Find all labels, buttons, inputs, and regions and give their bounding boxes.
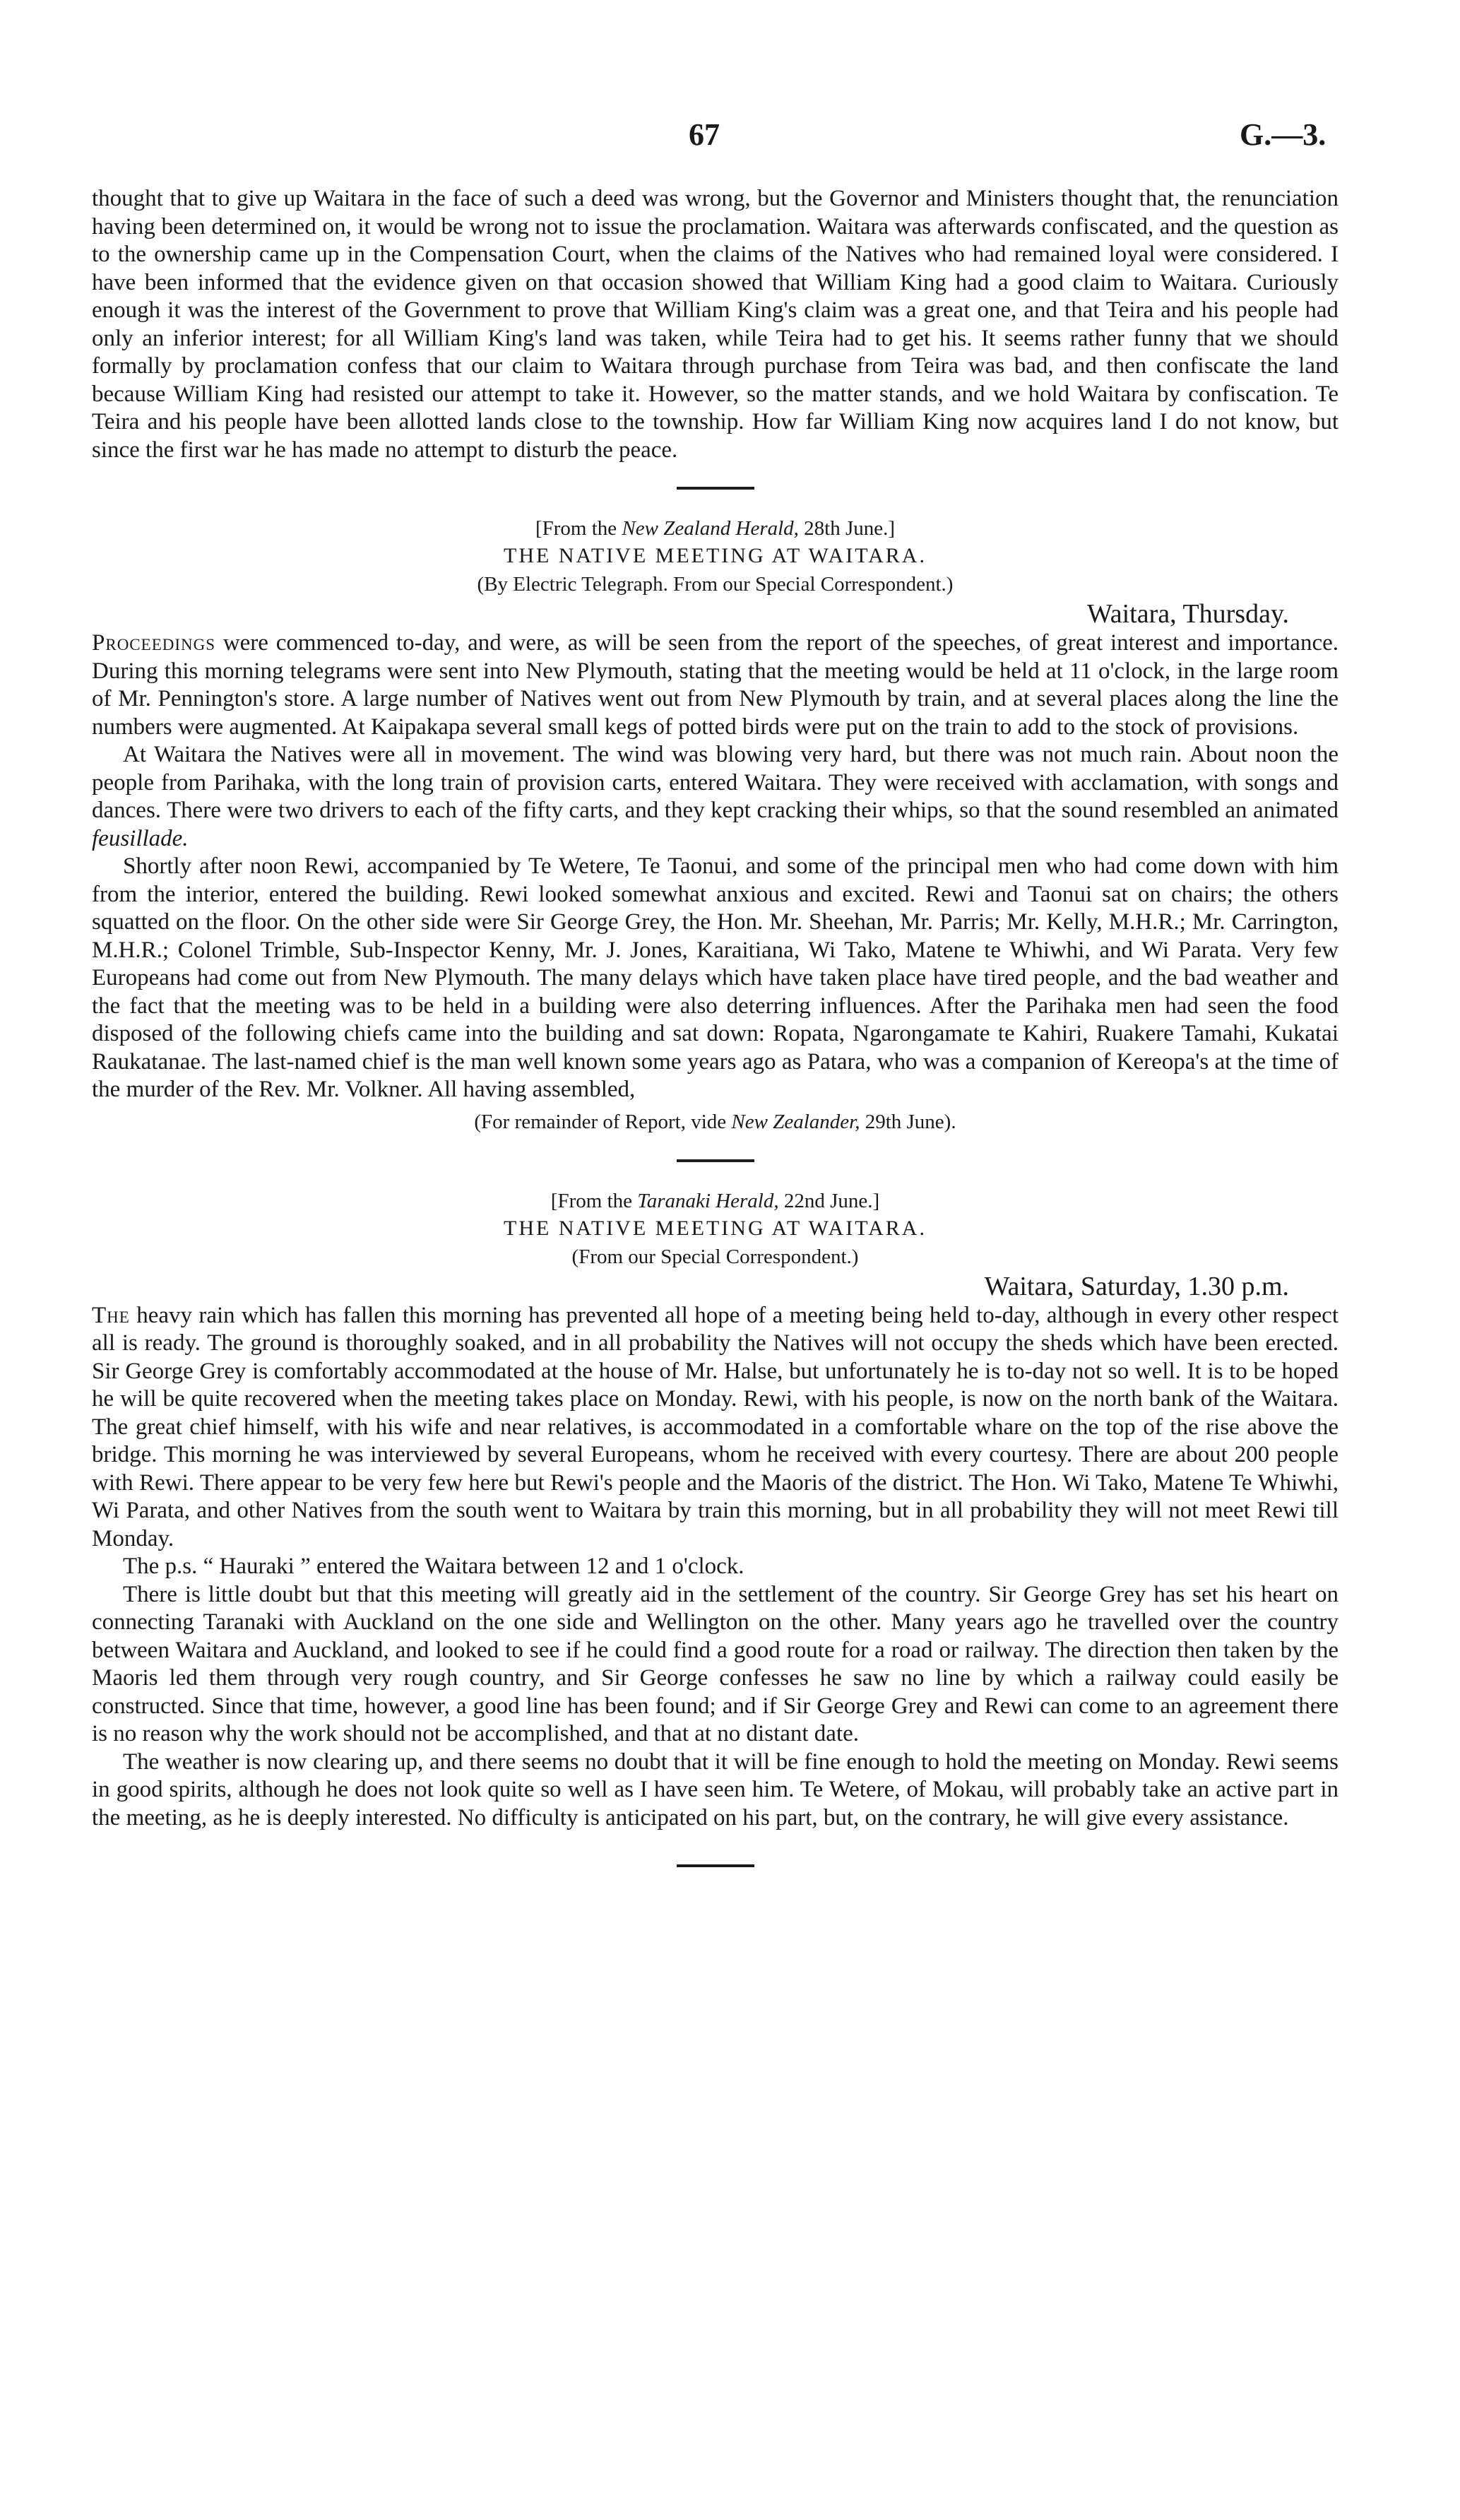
paragraph xyxy=(92,1302,1339,1554)
paragraph-text: At Waitara the Natives were all in movement. The wind was blowing very hard, but there was not much rain. About noon the people from Parihaka, with the long train of provision carts, entered Waitara. They were received with acclamation, with songs and dances. There were two drivers to each of the fifty carts, and they kept cracking their whips, so that the sound resembled an animated xyxy=(92,742,1339,823)
paragraph: The p.s. “ Hauraki ” entered the Waitara between 12 and 1 o'clock. xyxy=(123,1554,744,1579)
paragraph-lead: The xyxy=(92,1302,130,1328)
paragraph: The weather is now clearing up, and there seems no doubt that it will be fine enough to hold the meeting on Monday. Rewi seems in good spirits, although he does not look quite so well as I have seen him. Te Wetere, of Mokau, will probably take an active part in the meeting, as he is deeply interested. No difficulty is anticipated on his part, but, on the contrary, he will give every assistance. xyxy=(92,1749,1339,1830)
source-prefix: [From the xyxy=(535,517,622,540)
paragraph: Shortly after noon Rewi, accompanied by Te Wetere, Te Taonui, and some of the principal men who had come down with him from the interior, entered the building. Rewi looked somewhat anxious and excited. Rewi and Taonui sat on chairs; the others squatted on the floor. On the other side were Sir George Grey, the Hon. Mr. Sheehan, Mr. Parris; Mr. Kelly, M.H.R.; Mr. Carrington, M.H.R.; Colonel Trimble, Sub-Inspector Kenny, Mr. J. Jones, Karaitiana, Wi Tako, Matene te Whiwhi, and Wi Parata. Very few Europeans had come out from New Plymouth. The many delays which have taken place have tired people, and the bad weather and the fact that the meeting was to be held in a building were also deterring influences. After the Parihaka men had seen the food disposed of the following chiefs came into the building and sat down: Ropata, Ngarongamate te Kahiri, Ruakere Tamahi, Kukatai Raukatanae. The last-named chief is the man well known some years ago as Patara, who was a companion of Kereopa's at the time of the murder of the Rev. Mr. Volkner. All having assembled, xyxy=(92,853,1339,1102)
paragraph xyxy=(92,629,1339,741)
paragraph-text: heavy rain which has fallen this morning has prevented all hope of a meeting being held to-day, although in every other respect all is ready. The ground is thoroughly soaked, and in all probability the Natives will not occupy the sheds which have been erected. Sir George Grey is comfortably accommodated at the house of Mr. Halse, but unfortunately he is to-day not so well. It is to be hoped he will be quite recovered when the meeting takes place on Monday. Rewi, with his people, is now on the north bank of the Waitara. The great chief himself, with his wife and near relatives, is accommodated in a comfortable whare on the top of the rise above the bridge. This morning he was interviewed by several Europeans, whom he received with every courtesy. There are about 200 people with Rewi. There appear to be very few here but Rewi's people and the Maoris of the district. The Hon. Wi Tako, Matene Te Whiwhi, Wi Parata, and other Natives from the south went to Waitara by train this morning, but in all probability they will not meet Rewi till Monday. xyxy=(92,1302,1339,1551)
paragraph xyxy=(92,741,1339,853)
article-source xyxy=(92,515,1339,542)
note-newspaper: New Zealander, xyxy=(731,1110,860,1133)
section-divider xyxy=(677,1159,754,1162)
source-newspaper: Taranaki Herald, xyxy=(637,1189,779,1212)
note-date: 29th June). xyxy=(860,1110,956,1133)
page-number: 67 xyxy=(689,117,720,152)
article-nz-herald xyxy=(92,515,1339,1137)
report-note xyxy=(92,1107,1339,1137)
article-title: THE NATIVE MEETING AT WAITARA. xyxy=(504,544,927,567)
section-divider xyxy=(677,1864,754,1867)
article-dateline: Waitara, Saturday, 1.30 p.m. xyxy=(984,1271,1289,1301)
article-dateline: Waitara, Thursday. xyxy=(1086,599,1289,629)
paragraph: There is little doubt but that this meeting will greatly aid in the settlement of the country. Sir George Grey has set his heart on connecting Taranaki with Auckland on the one side and Wellington on the other. Many years ago he travelled over the country between Waitara and Auckland, and looked to see if he could find a good route for a road or railway. The direction then taken by the Maoris led them through very rough country, and Sir George confesses he saw no line by which a railway could easily be constructed. Since that time, however, a good line has been found; and if Sir George Grey and Rewi can come to an agreement there is no reason why the work should not be accomplished, and that at no distant date. xyxy=(92,1581,1339,1746)
intro-paragraph: thought that to give up Waitara in the face of such a deed was wrong, but the Governor and Ministers thought that, the renunciation having been determined on, it would be wrong not to issue the proclamation. Waitara was afterwards confiscated, and the question as to the ownership came up in the Compensation Court, when the claims of the Natives who had remained loyal were considered. I have been informed that the evidence given on that occasion showed that William King had a good claim to Waitara. Curiously enough it was the interest of the Government to prove that William King's claim was a great one, and that Teira and his people had only an inferior interest; for all William King's land was taken, while Teira had to get his. It seems rather funny that we should formally by proclamation confess that our claim to Waitara through purchase from Teira was bad, and then confiscate the land because William King had resisted our attempt to take it. However, so the matter stands, and we hold Waitara by confiscation. Te Teira and his people have been allotted lands close to the township. How far William King now acquires land I do not know, but since the first war he has made no attempt to disturb the peace. xyxy=(92,186,1339,463)
source-date: 28th June.] xyxy=(798,517,896,540)
page-header xyxy=(0,117,1460,166)
article-subhead: (By Electric Telegraph. From our Special Correspondent.) xyxy=(477,573,954,596)
section-divider xyxy=(677,487,754,490)
paragraph-text: were commenced to-day, and were, as will be seen from the report of the speeches, of great interest and importance. During this morning telegrams were sent into New Plymouth, stating that the meeting would be held at 11 o'clock, in the large room of Mr. Pennington's store. A large number of Natives went out from New Plymouth by train, and at several places along the line the numbers were augmented. At Kaipakapa several small kegs of potted birds were put on the train to add to the stock of provisions. xyxy=(92,630,1339,740)
text-column xyxy=(92,185,1339,1867)
paragraph-lead: Proceedings xyxy=(92,630,216,656)
source-prefix: [From the xyxy=(550,1189,638,1212)
document-reference: G.—3. xyxy=(1240,117,1327,152)
article-source xyxy=(92,1188,1339,1214)
source-newspaper: New Zealand Herald, xyxy=(622,517,799,540)
article-taranaki-herald xyxy=(92,1188,1339,1833)
note-prefix: (For remainder of Report, vide xyxy=(474,1110,732,1133)
paragraph-italic: feusillade. xyxy=(92,825,189,851)
source-date: 22nd June.] xyxy=(778,1189,880,1212)
article-subhead: (From our Special Correspondent.) xyxy=(571,1245,859,1268)
article-title: THE NATIVE MEETING AT WAITARA. xyxy=(504,1216,927,1240)
